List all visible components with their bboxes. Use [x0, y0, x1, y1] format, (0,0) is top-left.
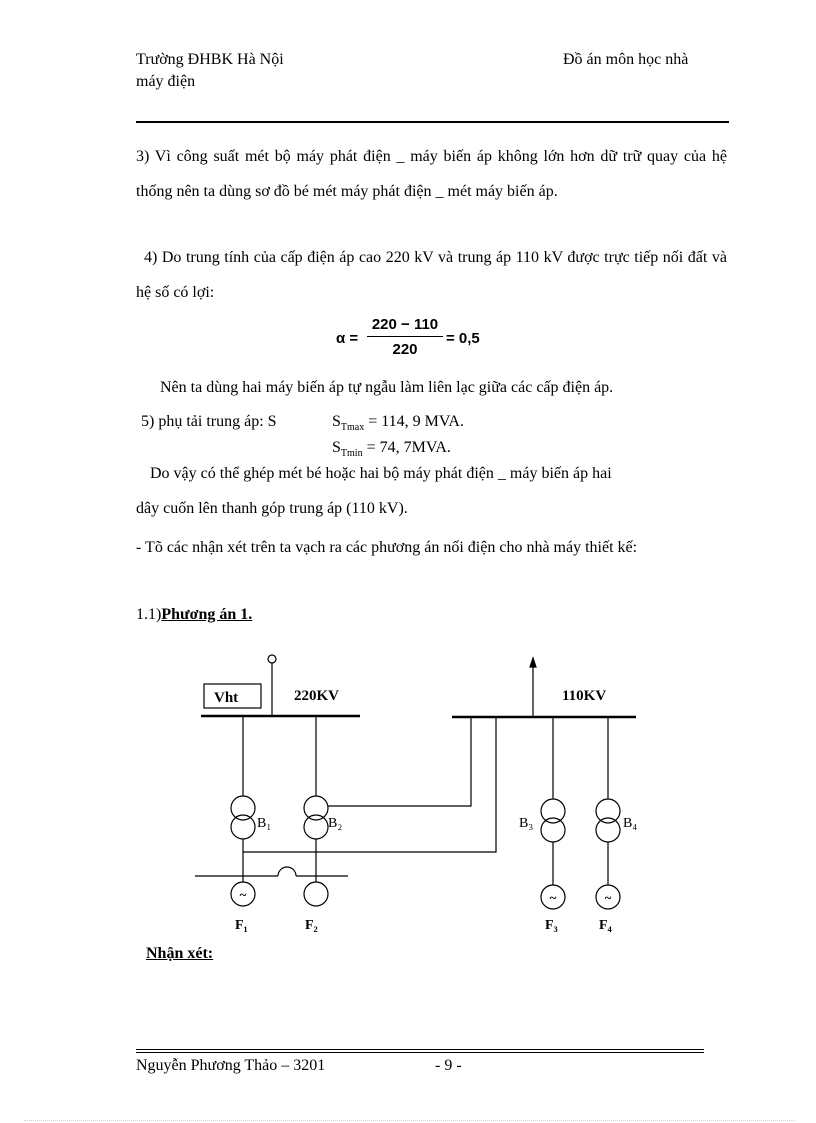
transformer-b3-winding-hv: [541, 799, 565, 823]
transformer-b1-winding-lv: [231, 815, 255, 839]
s-tmin-value: = 74, 7MVA.: [362, 439, 451, 456]
generator-f4-symbol: ~: [604, 890, 612, 905]
paragraph-3: 3) Vì công suất mét bộ máy phát điện _ máy biến áp không lớn hơn dữ trữ quay của hệ thống nên ta dùng sơ đồ bé mét máy phát điện _ mét máy biến áp.: [136, 148, 727, 200]
s-tmax-symbol: S: [332, 413, 341, 430]
remark-heading: Nhận xét:: [146, 945, 214, 962]
footer-rule-top: [136, 1049, 704, 1050]
header-school: Trường ĐHBK Hà Nội: [136, 51, 284, 68]
header-course: Đồ án môn học nhà: [563, 51, 689, 68]
transformer-b2-label: B₂: [328, 816, 343, 831]
paragraph-6: Do vậy có thể ghép mét bé hoặc hai bộ máy phát điện _ máy biến áp hai: [150, 465, 612, 482]
paragraph-conclusion: Nên ta dùng hai máy biến áp tự ngẫu làm liên lạc giữa các cấp điện áp.: [160, 379, 614, 396]
formula-lhs: α =: [336, 330, 359, 347]
s-tmax-value: = 114, 9 MVA.: [364, 413, 464, 430]
paragraph-6-cont: dây cuốn lên thanh góp trung áp (110 kV).: [136, 500, 408, 517]
transformer-b4-winding-hv: [596, 799, 620, 823]
transformer-b2-winding-lv: [304, 815, 328, 839]
formula-rhs: = 0,5: [446, 330, 480, 347]
footer-author: Nguyễn Phương Thảo – 3201: [136, 1057, 326, 1074]
formula-denominator: 220: [392, 341, 418, 358]
header-school-cont: máy điện: [136, 73, 196, 90]
page-bottom-border: [24, 1120, 794, 1121]
formula-numerator: 220 − 110: [371, 316, 439, 333]
transformer-b3-winding-lv: [541, 818, 565, 842]
generator-f1-label: F₁: [235, 918, 248, 933]
generator-f3-symbol: ~: [549, 890, 557, 905]
tie-b1-to-110kv: [243, 717, 496, 852]
paragraph-5-label: 5) phụ tải trung áp: S: [141, 413, 277, 430]
transformer-b4-label: B₄: [623, 816, 638, 831]
s-tmin-symbol: S: [332, 439, 341, 456]
footer-page-number: - 9 -: [435, 1057, 462, 1074]
generator-f2: [304, 882, 328, 906]
tie-b2-to-110kv: [328, 717, 471, 806]
transformer-b1-winding-hv: [231, 796, 255, 820]
transformer-b4-winding-lv: [596, 818, 620, 842]
transformer-b1-label: B₁: [257, 816, 272, 831]
bus-220kv-label: 220KV: [294, 688, 339, 704]
s-tmin-subscript: Tmin: [340, 448, 363, 459]
system-label: Vht: [214, 690, 239, 706]
option-number: 1.1): [136, 606, 162, 623]
generator-f3-label: F₃: [545, 918, 558, 933]
option-title: Phương án 1.: [161, 606, 253, 623]
transformer-b2-winding-hv: [304, 796, 328, 820]
system-terminal: [268, 655, 276, 663]
paragraph-7: - Tõ các nhận xét trên ta vạch ra các phương án nối điện cho nhà máy thiết kế:: [136, 539, 638, 556]
paragraph-4: 4) Do trung tính của cấp điện áp cao 220 kV và trung áp 110 kV được trực tiếp nối đất và hệ số có lợi:: [136, 249, 727, 301]
generator-f4-label: F₄: [599, 918, 612, 933]
load-arrow: [530, 658, 536, 667]
s-tmax-subscript: Tmax: [340, 422, 365, 433]
crossover-hop: [278, 867, 296, 876]
generator-f1-symbol: ~: [239, 887, 247, 902]
generator-f2-label: F₂: [305, 918, 318, 933]
footer-rule-bottom: [136, 1052, 704, 1053]
bus-110kv-label: 110KV: [562, 688, 607, 704]
transformer-b3-label: B₃: [519, 816, 534, 831]
